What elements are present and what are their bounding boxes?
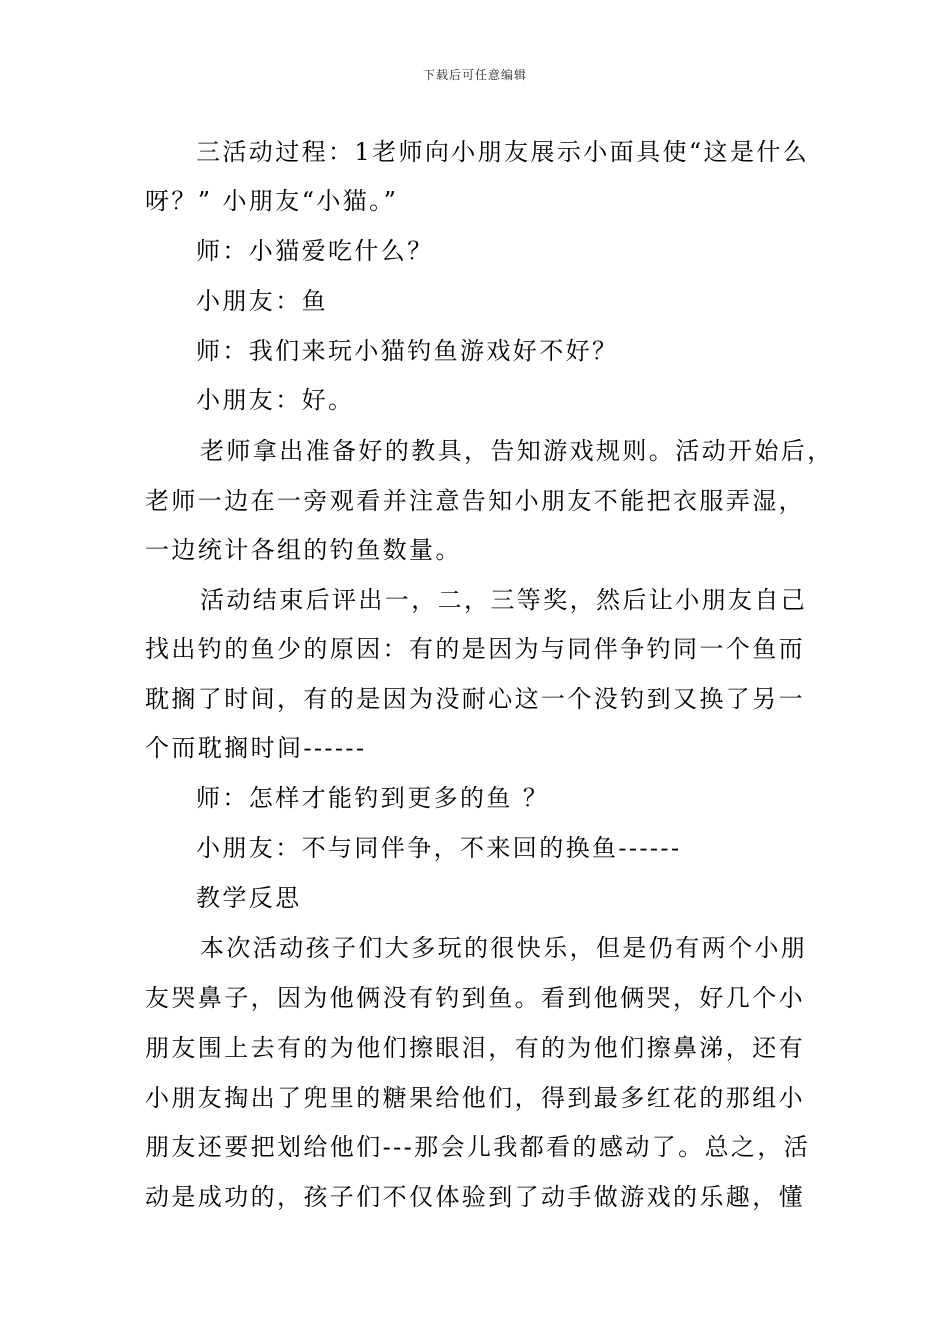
text-line: 一边统计各组的钓鱼数量。 — [145, 536, 462, 564]
text-line: 小朋友掏出了兜里的糖果给他们，得到最多红花的那组小 — [145, 1084, 805, 1112]
text-line: 老师一边在一旁观看并注意告知小朋友不能把衣服弄湿， — [145, 487, 805, 515]
text-line: 小朋友：鱼 — [196, 287, 328, 315]
text-line: 师：怎样才能钓到更多的鱼 ？ — [196, 784, 550, 812]
text-line: 本次活动孩子们大多玩的很快乐，但是仍有两个小朋 — [200, 934, 808, 962]
text-line: 活动结束后评出一，二，三等奖，然后让小朋友自己 — [200, 586, 808, 614]
text-line: 三活动过程：1老师向小朋友展示小面具使“这是什么 — [196, 138, 810, 166]
text-line: 教学反思 — [196, 884, 302, 912]
text-line: 小朋友：不与同伴争，不来回的换鱼------ — [196, 834, 682, 862]
text-line: 老师拿出准备好的教具，告知游戏规则。活动开始后， — [200, 437, 834, 465]
text-line: 动是成功的，孩子们不仅体验到了动手做游戏的乐趣，懂 — [145, 1183, 805, 1211]
text-line: 小朋友：好。 — [196, 386, 355, 414]
text-line: 个而耽搁时间------ — [145, 734, 367, 762]
text-line: 呀？” 小朋友“小猫。” — [145, 187, 399, 215]
page-header: 下载后可任意编辑 — [422, 68, 527, 82]
text-line: 找出钓的鱼少的原因：有的是因为与同伴争钓同一个鱼而 — [145, 635, 805, 663]
text-line: 师：我们来玩小猫钓鱼游戏好不好？ — [196, 337, 619, 365]
text-line: 友哭鼻子，因为他俩没有钓到鱼。看到他俩哭，好几个小 — [145, 984, 805, 1012]
text-line: 耽搁了时间，有的是因为没耐心这一个没钓到又换了另一 — [145, 685, 805, 713]
text-line: 朋友围上去有的为他们擦眼泪，有的为他们擦鼻涕，还有 — [145, 1034, 805, 1062]
text-line: 朋友还要把划给他们---那会儿我都看的感动了。总之，活 — [145, 1133, 811, 1161]
text-line: 师：小猫爱吃什么？ — [196, 237, 434, 265]
